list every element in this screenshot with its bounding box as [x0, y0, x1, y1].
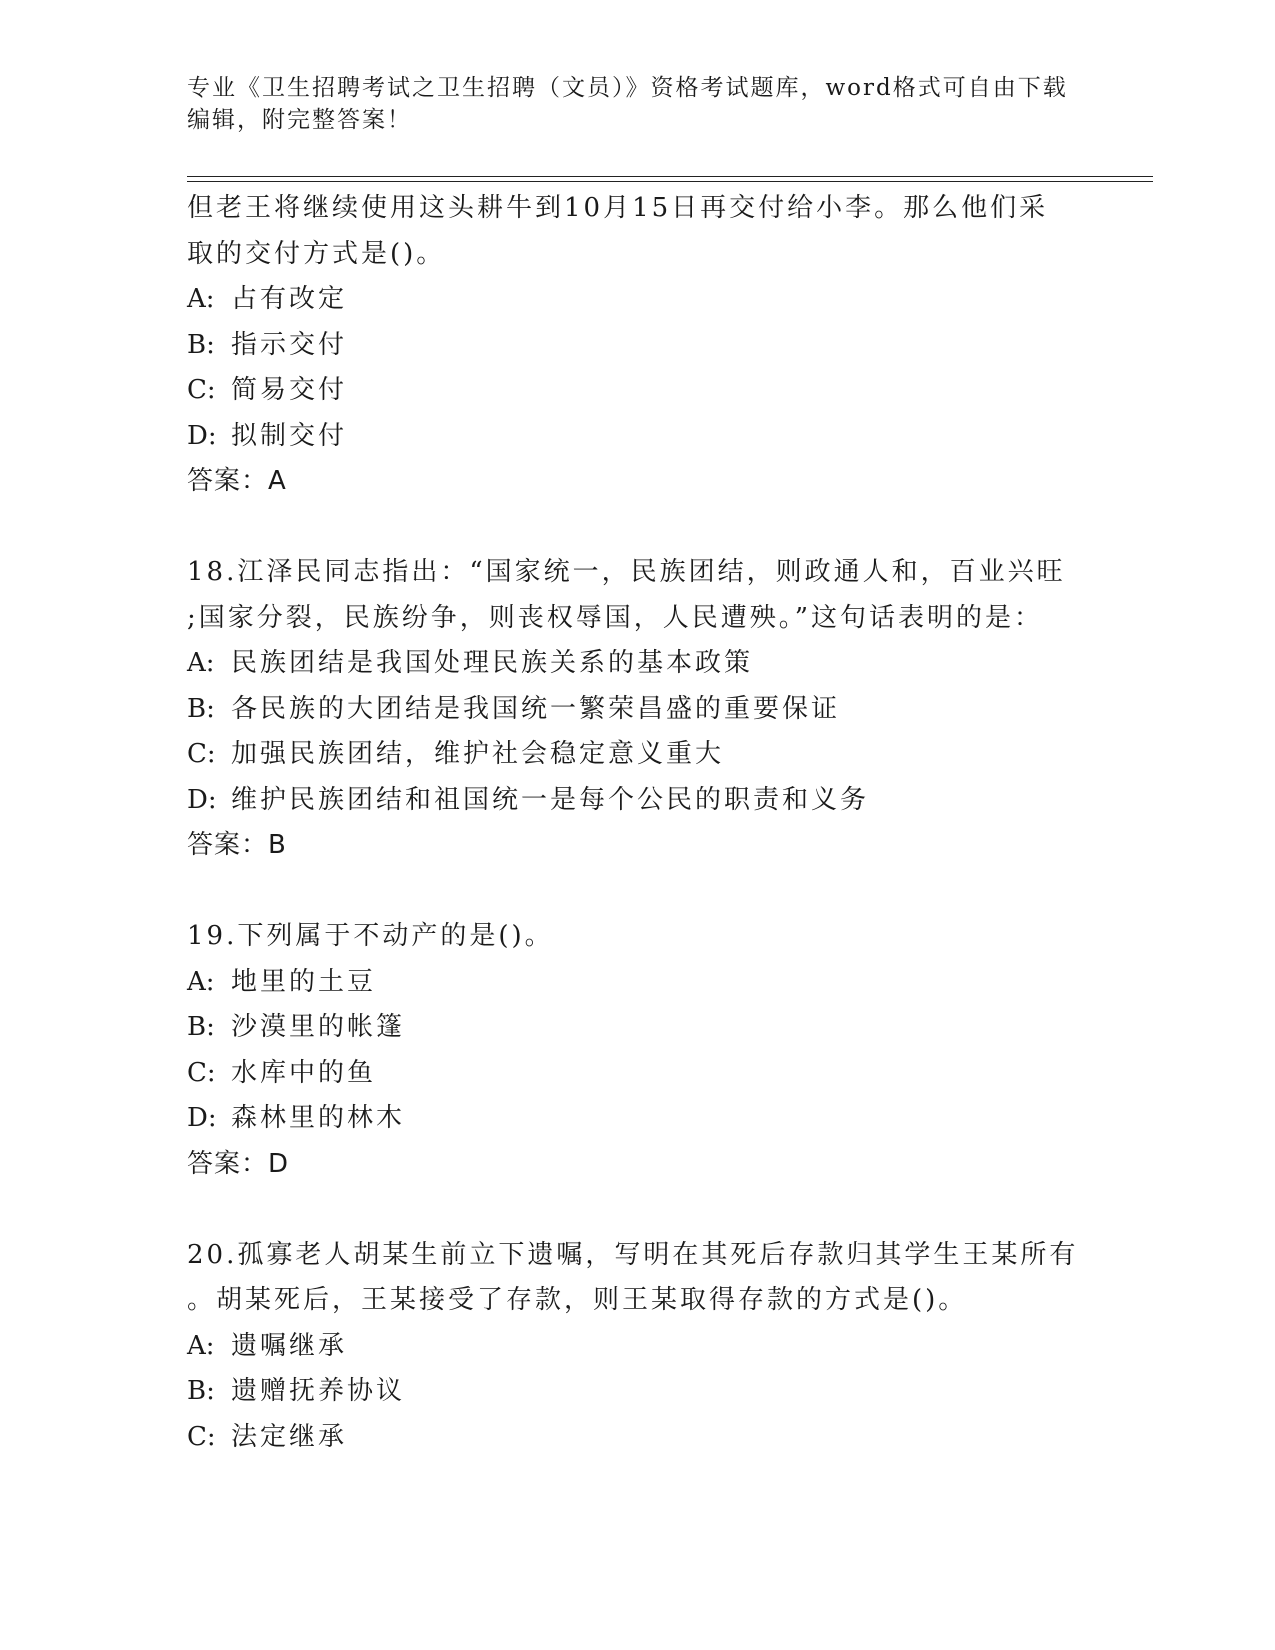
option-text: 维护民族团结和祖国统一是每个公民的职责和义务: [231, 784, 870, 815]
question-stem: 。胡某死后，王某接受了存款，则王某取得存款的方式是()。: [187, 1285, 968, 1315]
question-stem: 取的交付方式是()。: [187, 238, 446, 269]
option-key: A:: [187, 648, 215, 678]
header-rule-bottom: [187, 181, 1153, 182]
option-key: C:: [187, 1057, 216, 1088]
option-text: 森林里的林木: [231, 1103, 406, 1133]
option-key: A:: [187, 1330, 215, 1361]
option-a: [187, 960, 1087, 1006]
question-stem: ;国家分裂，民族纷争，则丧权辱国，人民遭殃。”这句话表明的是：: [187, 602, 1044, 633]
spacer: [187, 1187, 1087, 1233]
option-c: [187, 732, 1087, 778]
answer-line: 答案：A: [187, 466, 287, 496]
question-list: [187, 186, 1087, 1460]
option-d: [187, 1096, 1087, 1142]
question-20: [187, 1233, 1087, 1461]
option-text: 占有改定: [231, 284, 348, 314]
option-d: [187, 414, 1087, 460]
option-key: D:: [187, 420, 217, 451]
option-text: 遗嘱继承: [231, 1330, 348, 1361]
option-b: [187, 323, 1087, 369]
question-stem: 18.江泽民同志指出：“国家统一，民族团结，则政通人和，百业兴旺: [187, 557, 1066, 587]
option-d: [187, 778, 1087, 824]
option-text: 地里的土豆: [231, 966, 377, 997]
answer-line: 答案：D: [187, 1148, 290, 1179]
header-line-1: 专业《卫生招聘考试之卫生招聘（文员）》资格考试题库，word格式可自由下载: [187, 75, 1068, 101]
option-text: 指示交付: [231, 329, 348, 360]
header-rule-top: [187, 176, 1153, 177]
question-18: [187, 550, 1087, 869]
option-text: 水库中的鱼: [231, 1057, 377, 1088]
option-key: B:: [187, 693, 215, 724]
option-text: 沙漠里的帐篷: [231, 1012, 406, 1042]
option-text: 各民族的大团结是我国统一繁荣昌盛的重要保证: [231, 693, 841, 724]
option-key: B:: [187, 329, 215, 360]
option-a: [187, 1324, 1087, 1370]
option-b: [187, 1005, 1087, 1051]
option-b: [187, 1369, 1087, 1415]
answer-line: 答案：B: [187, 830, 287, 860]
document-header: [187, 72, 1087, 136]
option-key: C:: [187, 1421, 216, 1452]
option-c: [187, 368, 1087, 414]
option-text: 加强民族团结，维护社会稳定意义重大: [231, 739, 725, 769]
option-key: D:: [187, 1103, 217, 1133]
option-key: B:: [187, 1012, 215, 1042]
option-c: [187, 1051, 1087, 1097]
question-stem: 20.孤寡老人胡某生前立下遗嘱，写明在其死后存款归其学生王某所有: [187, 1239, 1079, 1270]
option-key: A:: [187, 284, 215, 314]
option-key: A:: [187, 966, 215, 997]
option-text: 民族团结是我国处理民族关系的基本政策: [231, 648, 754, 678]
question-stem: 但老王将继续使用这头耕牛到10月15日再交付给小李。那么他们采: [187, 193, 1049, 223]
option-key: D:: [187, 784, 217, 815]
spacer: [187, 505, 1087, 551]
option-key: B:: [187, 1376, 215, 1406]
option-c: [187, 1415, 1087, 1461]
question-19: [187, 914, 1087, 1187]
spacer: [187, 869, 1087, 915]
option-key: C:: [187, 739, 216, 769]
option-a: [187, 277, 1087, 323]
option-b: [187, 687, 1087, 733]
option-text: 遗赠抚养协议: [231, 1376, 406, 1406]
question-stem: 19.下列属于不动产的是()。: [187, 921, 554, 951]
option-a: [187, 641, 1087, 687]
header-line-2: 编辑，附完整答案！: [187, 107, 412, 133]
option-text: 法定继承: [231, 1421, 348, 1452]
option-text: 拟制交付: [231, 420, 348, 451]
option-text: 简易交付: [231, 375, 348, 405]
question-17: [187, 186, 1087, 505]
option-key: C:: [187, 375, 216, 405]
